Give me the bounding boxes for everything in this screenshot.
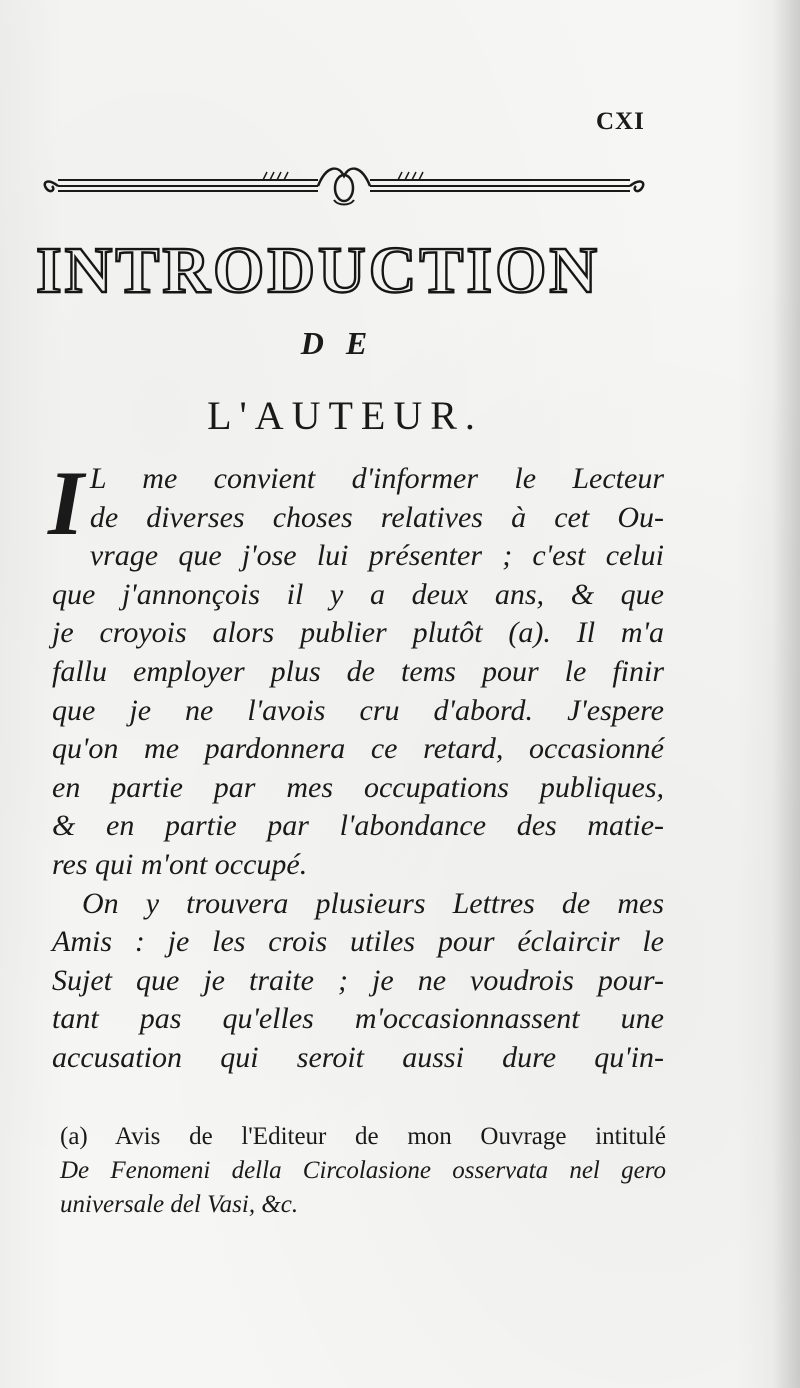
text-line: en partie par mes occupations publiques, bbox=[52, 770, 664, 804]
footnote-line: De Fenomeni della Circolasione osservata nel gero bbox=[60, 1157, 666, 1184]
text-line: Amis : je les crois utiles pour éclaircir le bbox=[52, 925, 664, 959]
text-line: On y trouvera plusieurs Lettres de mes bbox=[82, 886, 664, 920]
footnote bbox=[60, 1120, 666, 1222]
text-line: de diverses choses relatives à cet Ou- bbox=[89, 500, 664, 534]
text-line: Sujet que je traite ; je ne voudrois pour- bbox=[52, 963, 664, 997]
text-line: vrage que j'ose lui présenter ; c'est celui bbox=[89, 539, 664, 573]
decorative-header-ornament bbox=[38, 160, 650, 208]
body-text bbox=[48, 452, 664, 1078]
text-line: & en partie par l'abondance des matie- bbox=[52, 809, 664, 843]
text-line: fallu employer plus de tems pour le finir bbox=[52, 654, 664, 688]
page-gutter-shadow bbox=[772, 0, 800, 1388]
footnote-line: universale del Vasi, &c. bbox=[60, 1191, 299, 1218]
text-line: que j'annonçois il y a deux ans, & que bbox=[52, 577, 664, 611]
text-line: accusation qui seroit aussi dure qu'in- bbox=[52, 1040, 664, 1074]
text-line: res qui m'ont occupé. bbox=[52, 847, 308, 881]
text-line: que je ne l'avois cru d'abord. J'espere bbox=[52, 693, 664, 727]
text-line: tant pas qu'elles m'occasionnassent une bbox=[52, 1002, 664, 1036]
text-line: L me convient d'informer le Lecteur bbox=[89, 462, 664, 495]
footnote-line: (a) Avis de l'Editeur de mon Ouvrage intitulé bbox=[60, 1123, 666, 1150]
text-line: qu'on me pardonnera ce retard, occasionné bbox=[52, 732, 664, 766]
chapter-subtitle-de: DE bbox=[300, 325, 390, 361]
chapter-title: INTRODUCTION bbox=[36, 234, 601, 307]
text-line: je croyois alors publier plutôt (a). Il m'a bbox=[52, 616, 664, 650]
drop-cap: I bbox=[48, 452, 84, 554]
page-number: CXI bbox=[596, 108, 645, 135]
chapter-subtitle-auteur: L'AUTEUR. bbox=[207, 393, 483, 438]
